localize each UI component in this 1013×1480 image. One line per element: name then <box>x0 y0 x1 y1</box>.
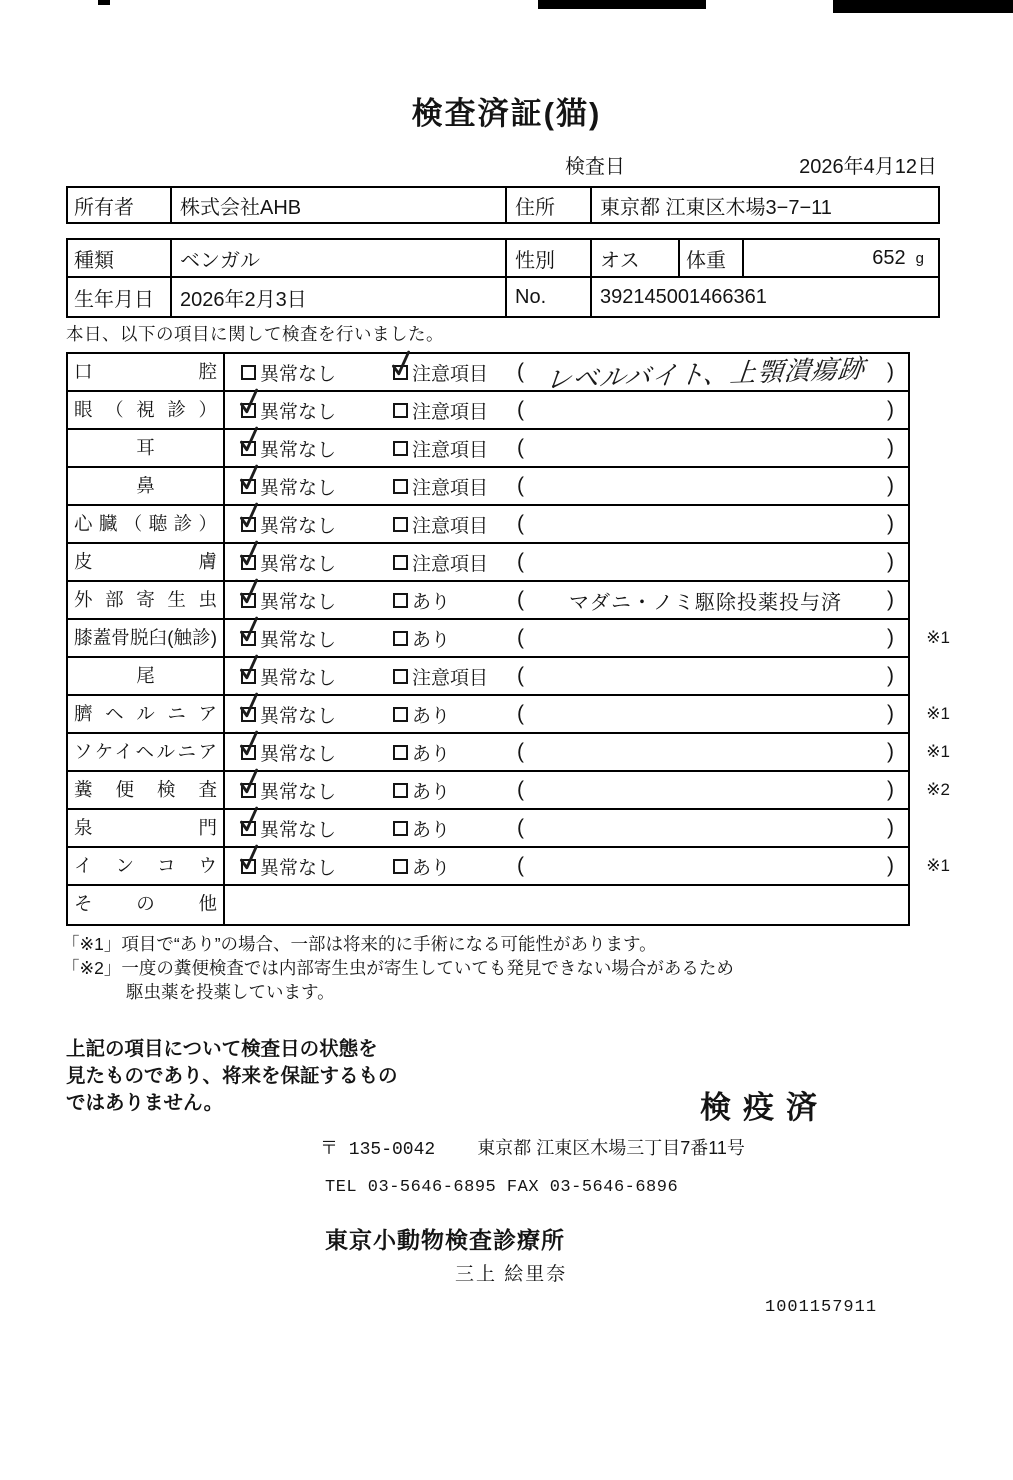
item-label: 膝蓋骨脱臼(触診) <box>68 620 225 656</box>
scan-artifact <box>833 0 1013 13</box>
checkbox-icon <box>393 859 408 874</box>
item-label: ソケイヘルニア <box>68 734 225 770</box>
page-title: 検査済証(猫) <box>411 96 602 131</box>
document-number: 1001157911 <box>765 1298 878 1317</box>
checkbox-icon <box>393 631 408 646</box>
disclaimer-line: 上記の項目について検査日の状態を <box>66 1038 378 1060</box>
weight-unit: g <box>915 249 924 267</box>
checkbox-label: あり <box>412 781 451 803</box>
findings-field <box>517 474 894 498</box>
checkbox-icon <box>393 517 408 532</box>
checkbox-label: あり <box>412 819 451 841</box>
item-label: 泉門 <box>68 810 225 846</box>
checkbox-no-abnormality[interactable] <box>241 435 369 462</box>
item-label: 皮膚 <box>68 544 225 580</box>
checkbox-no-abnormality[interactable] <box>241 587 369 614</box>
checkbox-label: 注意項目 <box>412 667 489 689</box>
findings-field <box>517 854 894 878</box>
checkbox-icon <box>241 403 256 418</box>
checkbox-icon <box>241 555 256 570</box>
checkbox-icon <box>241 859 256 874</box>
checkbox-icon <box>241 821 256 836</box>
checkbox-attention[interactable] <box>393 397 515 424</box>
findings-field <box>517 436 894 460</box>
item-label: 糞便検査 <box>68 772 225 808</box>
paren-open: ( <box>517 778 524 801</box>
findings-field <box>517 586 894 615</box>
checkbox-label: 異常なし <box>260 553 337 575</box>
microchip-no-label: No. <box>505 278 590 316</box>
checkbox-icon <box>393 593 408 608</box>
checkbox-no-abnormality[interactable] <box>241 549 369 576</box>
scan-artifact <box>98 0 110 5</box>
checkbox-label: 異常なし <box>260 743 337 765</box>
checkbox-no-abnormality[interactable] <box>241 473 369 500</box>
tel-fax: TEL 03-5646-6895 FAX 03-5646-6896 <box>325 1178 679 1197</box>
checkbox-label: 異常なし <box>260 401 337 423</box>
breed-value: ベンガル <box>170 240 505 276</box>
findings-field <box>517 778 894 802</box>
checkbox-label: 注意項目 <box>412 363 489 385</box>
weight-value <box>742 240 938 276</box>
checkbox-label: 注意項目 <box>412 401 489 423</box>
checkbox-no-abnormality[interactable] <box>241 663 369 690</box>
item-label: インコウ <box>68 848 225 884</box>
paren-open: ( <box>517 854 524 877</box>
checkbox-label: 異常なし <box>260 781 337 803</box>
table-row <box>68 886 908 924</box>
paren-open: ( <box>517 436 524 459</box>
checkbox-icon <box>241 365 256 380</box>
checkbox-no-abnormality[interactable] <box>241 397 369 424</box>
postal-code: 〒 135-0042 <box>320 1140 436 1160</box>
checkbox-label: 注意項目 <box>412 477 489 499</box>
item-label: 心臓（聴診） <box>68 506 225 542</box>
paren-close: ) <box>887 512 894 535</box>
item-label: 尾 <box>68 658 225 694</box>
table-row <box>68 392 908 430</box>
checkbox-label: 異常なし <box>260 591 337 613</box>
scan-artifact <box>538 0 706 9</box>
checkbox-no-abnormality[interactable] <box>241 625 369 652</box>
table-row <box>68 240 938 278</box>
checkbox-present[interactable] <box>393 701 515 728</box>
paren-close: ) <box>887 398 894 421</box>
checkbox-icon <box>241 593 256 608</box>
checkbox-no-abnormality[interactable] <box>241 777 369 804</box>
checkbox-icon <box>393 745 408 760</box>
inspection-date-value: 2026年4月12日 <box>799 156 937 178</box>
owner-table <box>66 186 940 224</box>
microchip-no-value: 392145001466361 <box>590 278 938 316</box>
checkbox-present[interactable] <box>393 587 515 614</box>
checkbox-icon <box>241 669 256 684</box>
checkbox-label: 異常なし <box>260 515 337 537</box>
clinic-address-row <box>320 1134 745 1160</box>
item-label: 外部寄生虫 <box>68 582 225 618</box>
item-label: 眼（視診） <box>68 392 225 428</box>
checkbox-present[interactable] <box>393 739 515 766</box>
paren-open: ( <box>517 702 524 725</box>
checkbox-icon <box>241 631 256 646</box>
table-row <box>68 696 950 734</box>
footnote-marker: ※1 <box>926 856 950 875</box>
paren-open: ( <box>517 550 524 573</box>
findings-field <box>517 352 894 395</box>
findings-field <box>517 664 894 688</box>
checkbox-icon <box>393 479 408 494</box>
item-label: 臍ヘルニア <box>68 696 225 732</box>
checkbox-label: 異常なし <box>260 705 337 727</box>
inspection-date-row <box>565 150 937 179</box>
paren-open: ( <box>517 474 524 497</box>
checkbox-label: あり <box>412 743 451 765</box>
checkbox-attention[interactable] <box>393 549 515 576</box>
paren-close: ) <box>887 360 894 383</box>
owner-value: 株式会社AHB <box>170 188 505 222</box>
paren-open: ( <box>517 626 524 649</box>
paren-close: ) <box>887 702 894 725</box>
inspection-table <box>66 352 950 926</box>
paren-close: ) <box>887 854 894 877</box>
checkbox-icon <box>241 441 256 456</box>
paren-close: ) <box>887 588 894 611</box>
checkbox-no-abnormality[interactable] <box>241 853 369 880</box>
findings-value: マダニ・ノミ駆除投薬投与済 <box>569 591 842 614</box>
checkbox-present[interactable] <box>393 853 515 880</box>
checkbox-no-abnormality[interactable] <box>241 739 369 766</box>
item-label: 鼻 <box>68 468 225 504</box>
table-row <box>68 430 908 468</box>
paren-open: ( <box>517 512 524 535</box>
checkbox-label: 異常なし <box>260 477 337 499</box>
postal-address: 東京都 江東区木場三丁目7番11号 <box>477 1138 745 1158</box>
paren-close: ) <box>887 550 894 573</box>
paren-open: ( <box>517 398 524 421</box>
sex-label: 性別 <box>505 240 590 276</box>
paren-close: ) <box>887 664 894 687</box>
table-row <box>68 620 950 658</box>
checkbox-no-abnormality[interactable] <box>241 511 369 538</box>
quarantine-stamp: 検疫済 <box>700 1090 829 1125</box>
checkbox-label: 異常なし <box>260 629 337 651</box>
item-label: 耳 <box>68 430 225 466</box>
checkbox-icon <box>393 403 408 418</box>
paren-open: ( <box>517 664 524 687</box>
sex-value: オス <box>590 240 678 276</box>
veterinarian-name: 三上 絵里奈 <box>455 1264 568 1285</box>
owner-label: 所有者 <box>74 196 134 219</box>
findings-field <box>517 626 894 650</box>
checkbox-icon <box>393 707 408 722</box>
checkbox-no-abnormality[interactable] <box>241 359 369 386</box>
findings-field <box>517 550 894 574</box>
checkbox-icon <box>241 517 256 532</box>
checkbox-label: 注意項目 <box>412 515 489 537</box>
checkbox-icon <box>241 707 256 722</box>
table-row <box>68 772 950 810</box>
checkbox-icon <box>241 479 256 494</box>
checkbox-icon <box>393 821 408 836</box>
checkbox-attention[interactable] <box>393 435 515 462</box>
findings-field <box>517 398 894 422</box>
checkbox-label: 異常なし <box>260 439 337 461</box>
footnote-marker: ※1 <box>926 628 950 647</box>
address-label: 住所 <box>505 188 590 222</box>
findings-field <box>517 740 894 764</box>
footnote-2-cont: 駆虫薬を投薬しています。 <box>126 982 335 1002</box>
birthdate-label: 生年月日 <box>74 288 154 311</box>
table-row <box>68 582 908 620</box>
inspection-date-label: 検査日 <box>565 156 625 178</box>
footnote-marker: ※2 <box>926 780 950 799</box>
table-row <box>68 352 908 395</box>
item-label: 口腔 <box>68 354 225 390</box>
checkbox-label: あり <box>412 705 451 727</box>
disclaimer-line: ではありません。 <box>66 1092 224 1114</box>
paren-open: ( <box>517 588 524 611</box>
paren-close: ) <box>887 474 894 497</box>
checkbox-label: 異常なし <box>260 819 337 841</box>
table-row <box>68 734 950 772</box>
table-row <box>68 544 908 582</box>
item-label: その他 <box>68 886 225 924</box>
weight-number: 652 <box>872 246 906 269</box>
checkbox-label: 注意項目 <box>412 439 489 461</box>
paren-close: ) <box>887 740 894 763</box>
breed-label: 種類 <box>74 249 114 272</box>
checkbox-present[interactable] <box>393 777 515 804</box>
paren-close: ) <box>887 778 894 801</box>
checkbox-no-abnormality[interactable] <box>241 701 369 728</box>
checkbox-label: あり <box>412 857 451 879</box>
clinic-name: 東京小動物検査診療所 <box>325 1227 565 1253</box>
paren-open: ( <box>517 360 524 383</box>
paren-open: ( <box>517 740 524 763</box>
checkbox-label: 異常なし <box>260 857 337 879</box>
findings-field <box>517 512 894 536</box>
checkbox-no-abnormality[interactable] <box>241 815 369 842</box>
weight-label: 体重 <box>678 240 742 276</box>
footnotes <box>62 932 734 1004</box>
disclaimer <box>66 1036 398 1117</box>
checkbox-attention[interactable] <box>393 359 515 386</box>
checkbox-icon <box>393 365 408 380</box>
footnote-1: 「※1」項目で“あり”の場合、一部は将来的に手術になる可能性があります。 <box>62 934 657 954</box>
table-row <box>68 468 908 506</box>
table-row <box>68 848 950 886</box>
checkbox-icon <box>393 783 408 798</box>
checkbox-label: 異常なし <box>260 667 337 689</box>
paren-close: ) <box>887 626 894 649</box>
paren-close: ) <box>887 816 894 839</box>
birthdate-value: 2026年2月3日 <box>170 278 505 316</box>
paren-open: ( <box>517 816 524 839</box>
checkbox-icon <box>393 441 408 456</box>
findings-field <box>517 702 894 726</box>
table-row <box>68 506 908 544</box>
checkbox-label: 注意項目 <box>412 553 489 575</box>
footnote-marker: ※1 <box>926 742 950 761</box>
checkbox-label: あり <box>412 591 451 613</box>
checkbox-attention[interactable] <box>393 663 515 690</box>
address-value: 東京都 江東区木場3−7−11 <box>590 188 938 222</box>
checkbox-icon <box>241 745 256 760</box>
footnote-marker: ※1 <box>926 704 950 723</box>
checkbox-label: 異常なし <box>260 363 337 385</box>
inspection-intro-text: 本日、以下の項目に関して検査を行いました。 <box>66 324 444 344</box>
animal-table <box>66 238 940 318</box>
checkbox-present[interactable] <box>393 815 515 842</box>
findings-field <box>517 816 894 840</box>
checkbox-label: あり <box>412 629 451 651</box>
disclaimer-line: 見たものであり、将来を保証するもの <box>66 1065 398 1087</box>
table-row <box>68 810 908 848</box>
table-row <box>68 278 938 316</box>
table-row <box>68 658 908 696</box>
footnote-2: 「※2」一度の糞便検査では内部寄生虫が寄生していても発見できない場合があるため <box>62 958 734 978</box>
findings-value-handwritten: レベルバイト、上顎潰瘍跡 <box>543 352 867 395</box>
checkbox-icon <box>393 669 408 684</box>
checkbox-attention[interactable] <box>393 511 515 538</box>
checkbox-present[interactable] <box>393 625 515 652</box>
checkbox-icon <box>393 555 408 570</box>
checkbox-attention[interactable] <box>393 473 515 500</box>
checkbox-icon <box>241 783 256 798</box>
paren-close: ) <box>887 436 894 459</box>
